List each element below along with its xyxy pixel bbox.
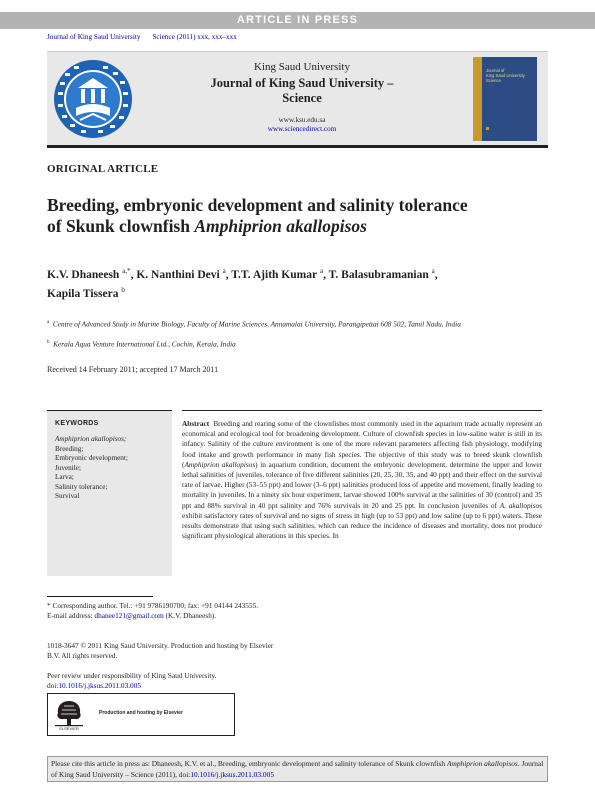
hosting-label: Production and hosting by Elsevier (99, 710, 183, 716)
keywords-box (47, 410, 172, 576)
keywords-list (55, 435, 128, 502)
footnote-rule (47, 596, 153, 597)
journal-ref-citation[interactable]: Science (2011) xxx, xxx–xxx (152, 33, 237, 41)
affiliation-b: $^b$ Kerala Aqua Venture International Ltd., Cochin, Kerala, India (47, 339, 236, 349)
author-affiliation-mark[interactable]: a,* (122, 267, 131, 275)
elsevier-logo-icon (53, 698, 85, 731)
journal-url[interactable]: www.ksu.edu.sa (278, 116, 326, 124)
title-species: Amphiprion akallopisos (194, 216, 367, 236)
title-line2: of Skunk clownfish Amphiprion akallopisos (47, 216, 367, 236)
email-link[interactable]: dhanee121@gmail.com (94, 611, 164, 620)
journal-ref-journal[interactable]: Journal of King Saud University (47, 33, 141, 41)
journal-cover-icon (473, 57, 537, 141)
abstract-text: Abstract Breeding and rearing some of the clownfishes most commonly used in the aquarium trade actually represent an economical and ecological tool for broadening development. Culture of clownfish species in low-saline water is still in its infancy. Salinity of the culture environment is one of the more relevant parameters affecting fish physiology, modifying food intake and growth performance in many fish species. The objective of this study was to breed skunk clownfish (Amphiprion akallopisos) in aquarium condition, document the embryonic development, determine the upper and lower lethal salinities of juveniles, tolerance of five different salinities (20, 25, 30, 35, and 40 ppt) and their effect on the survival rate of larvae. Higher (53–55 ppt) and lower (3–6 ppt) salinities produced loss of appetite and movement, finally leading to mortality in juveniles. In a ninety six hour experiment, larvae showed 100% survival at the salinities of 30 (control) and 35 ppt and 88% survival in 40 ppt salinity and 76% survivals in 20 and 25 ppt. In conclusion juveniles of A. akallopisos exhibit satisfactory rates of survival and no signs of stress in high (up to 53 ppt) and low saline (up to 6 ppt) waters. These results demonstrate that using such salinities, which can reduce the incidence of diseases and mortality, does not produce significant physiological alterations in this species. In (182, 419, 542, 541)
university-name: King Saud University (254, 61, 350, 73)
king-saud-university-seal-icon (52, 58, 134, 140)
citation-doi-link[interactable]: 10.1016/j.jksus.2011.03.005 (190, 770, 275, 779)
keyword-item: Salinity tolerance; (55, 482, 108, 491)
article-in-press-banner: ARTICLE IN PRESS (0, 12, 595, 29)
citation-box: Please cite this article in press as: Dhaneesh, K.V. et al., Breeding, embryonic development and salinity tolerance of Skunk clownfish Amphiprion akallopisos. Journal of King Saud University – Science (2011), doi:10.1016/j.jksus.2011.03.005 (47, 756, 548, 782)
corresponding-author-note: * Corresponding author. Tel.: +91 9786190700; fax: +91 04144 243555. E-mail address: dhanee121@gmail.com (K.V. Dhaneesh). (47, 601, 259, 620)
cover-stripe (473, 57, 482, 141)
journal-reference (47, 33, 237, 41)
keywords-heading: KEYWORDS (55, 420, 99, 427)
author-affiliation-mark[interactable]: b (121, 285, 125, 294)
affiliation-a: $^a$ Centre of Advanced Study in Marine Biology, Faculty of Marine Sciences, Annamalai University, Parangipettai 608 502, Tamil Nadu, India (47, 319, 461, 329)
keyword-item: Juvenile; (55, 463, 81, 472)
author-affiliation-mark[interactable]: a (222, 267, 226, 275)
author-name[interactable]: K. Nanthini Devi (136, 268, 220, 281)
article-title (47, 195, 547, 237)
keyword-item: Breeding; (55, 444, 84, 453)
journal-title-line1: Journal of King Saud University – (210, 76, 394, 90)
keyword-item: Embryonic development; (55, 454, 128, 462)
section-label: ORIGINAL ARTICLE (47, 163, 159, 175)
author-name[interactable]: T.T. Ajith Kumar (231, 268, 318, 281)
title-line1: Breeding, embryonic development and salinity tolerance (47, 195, 468, 215)
cover-title: Journal of King Saud University Science (486, 68, 525, 83)
elsevier-hosting-box (47, 693, 235, 736)
keyword-item: Amphiprion akallopisos; (55, 435, 127, 443)
cover-mark (486, 127, 489, 130)
journal-header (47, 51, 548, 145)
keyword-item: Survival (55, 492, 80, 500)
svg-text:ELSEVIER: ELSEVIER (59, 726, 79, 731)
copyright-note: 1018-3647 © 2011 King Saud University. Production and hosting by Elsevier B.V. All rights reserved. (47, 641, 274, 660)
author-affiliation-mark[interactable]: a (319, 267, 324, 275)
sciencedirect-link[interactable]: www.sciencedirect.com (267, 125, 337, 133)
peer-review-note: Peer review under responsibility of King Saud University. doi:10.1016/j.jksus.2011.03.005 (47, 671, 217, 690)
author-name[interactable]: K.V. Dhaneesh (47, 268, 120, 281)
keyword-item: Larva; (55, 473, 74, 481)
journal-masthead (157, 61, 447, 134)
journal-title-line2: Science (282, 91, 322, 105)
author-list: K.V. Dhaneesh $^{a,*}$, K. Nanthini Devi $^a$, T.T. Ajith Kumar $^a$, T. Balasubramanian $^a$, Kapila Tissera $^b$ (47, 267, 438, 300)
abstract-label: Abstract (182, 419, 210, 428)
doi-link[interactable]: 10.1016/j.jksus.2011.03.005 (58, 681, 141, 690)
received-dates: Received 14 February 2011; accepted 17 March 2011 (47, 365, 219, 374)
author-name[interactable]: Kapila Tissera (47, 287, 119, 300)
header-rule (47, 145, 548, 148)
author-affiliation-mark[interactable]: a (431, 267, 435, 275)
abstract-section (182, 410, 542, 583)
author-name[interactable]: T. Balasubramanian (328, 268, 429, 281)
